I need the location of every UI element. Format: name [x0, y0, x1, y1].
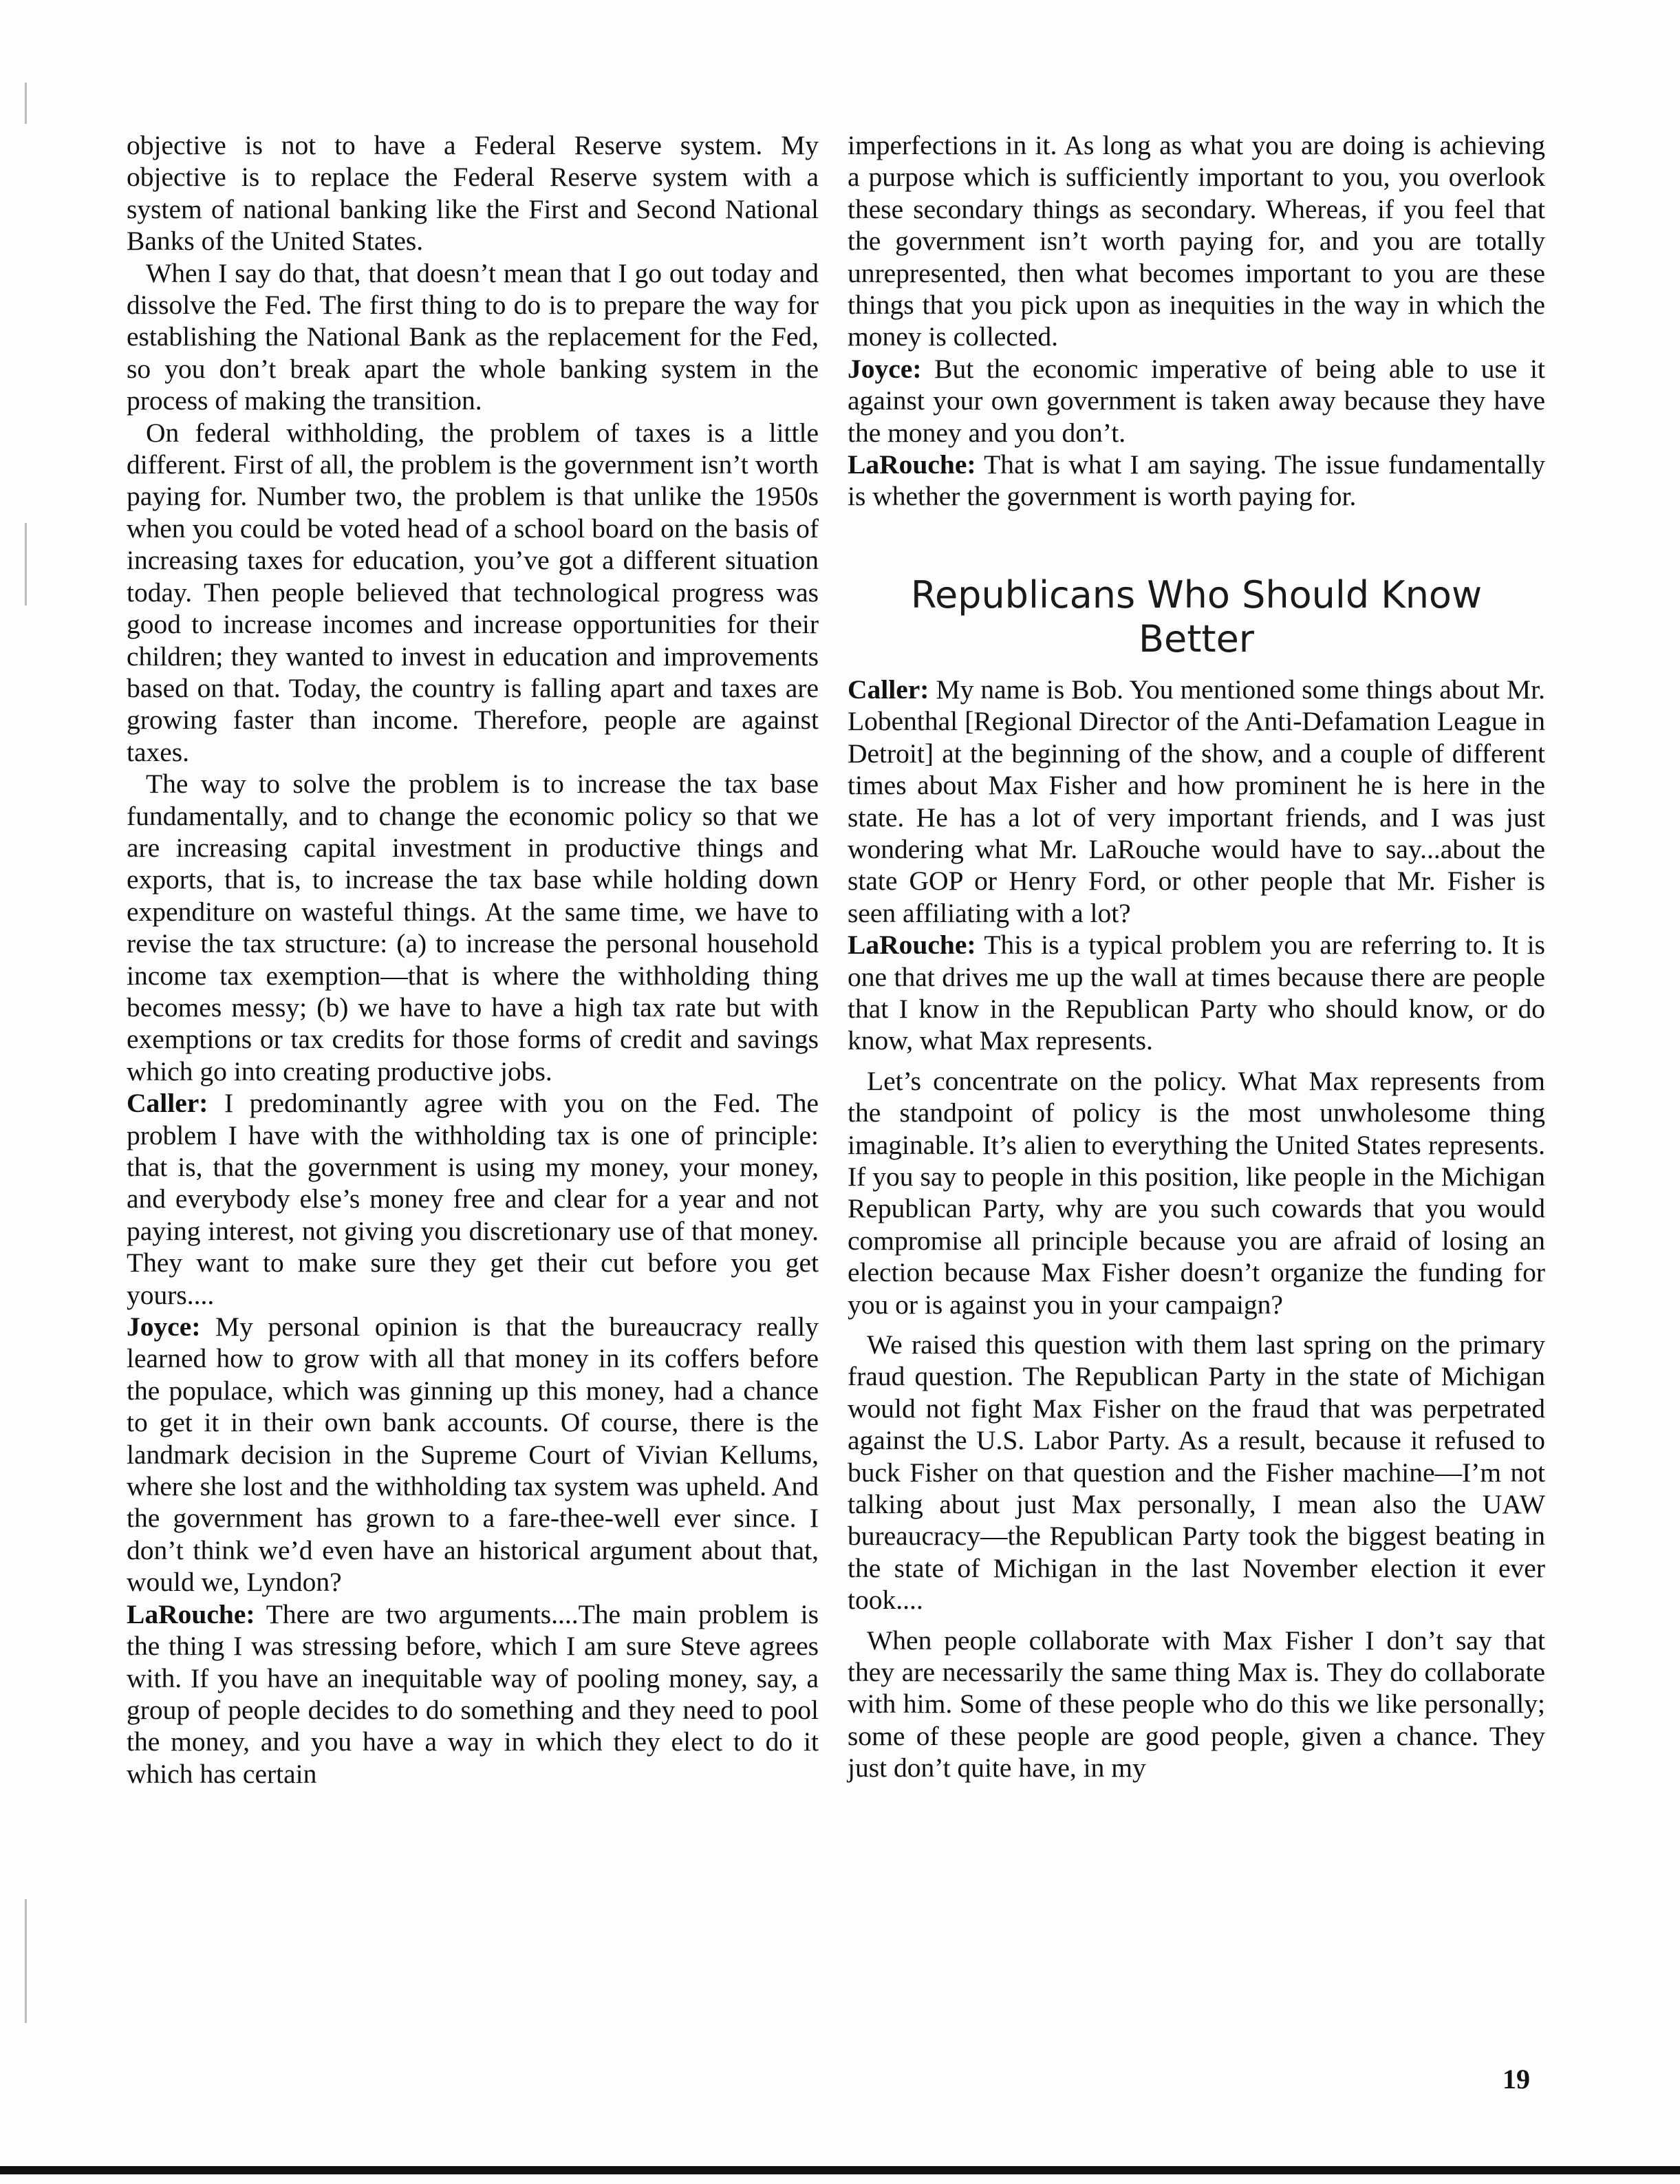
dialogue-text: There are two arguments....The main problem is the thing I was stressing before, which I am sure Steve agrees with. If you have an inequitable way of pooling money, say, a group of people decides to do something and they need to pool the money, and you have a way in which they elect to do it which has certain: [127, 1598, 819, 1789]
paragraph: When I say do that, that doesn’t mean that I go out today and dissolve the Fed. The first thing to do is to prepare the way for establishing the National Bank as the replacement for the Fed, so you don’t break apart the whole banking system in the process of making the transition.: [127, 257, 819, 416]
dialogue-paragraph: [127, 1311, 819, 1598]
dialogue-text: My name is Bob. You mentioned some things about Mr. Lobenthal [Regional Director of the Anti-Defamation League in Detroit] at the beginning of the show, and a couple of different times about Max Fisher and how prominent he is here in the state. He has a lot of very important friends, and I was just wondering what Mr. LaRouche would have to say...about the state GOP or Henry Ford, or other people that Mr. Fisher is seen affiliating with a lot?: [848, 674, 1545, 928]
speaker-label: Caller:: [848, 674, 929, 705]
bottom-rule: [0, 2166, 1680, 2174]
dialogue-paragraph: [848, 929, 1545, 1057]
scan-margin-mark: [25, 83, 27, 124]
dialogue-text: This is a typical problem you are referring to. It is one that drives me up the wall at times because there are people that I know in the Republican Party who should know, or do know, what Max represents.: [848, 930, 1545, 1056]
dialogue-text: But the economic imperative of being able to use it against your own government is taken away because they have the money and you don’t.: [848, 353, 1545, 448]
section-heading: Republicans Who Should Know Better: [910, 572, 1483, 661]
left-column: [127, 129, 819, 1790]
dialogue-paragraph: [848, 449, 1545, 513]
paragraph: imperfections in it. As long as what you are doing is achieving a purpose which is sufficiently important to you, you overlook these secondary things as secondary. Whereas, if you feel that the government isn’t worth paying for, and you are totally unrepresented, then what becomes important to you are these things that you pick upon as inequities in the way in which the money is collected.: [848, 130, 1545, 352]
dialogue-paragraph: [127, 1087, 819, 1311]
speaker-label: LaRouche:: [848, 930, 976, 961]
dialogue-paragraph: [848, 674, 1545, 929]
dialogue-text: I predominantly agree with you on the Fed. The problem I have with the withholding tax is one of principle: that is, that the government is using my money, your money, and everybody else’s money free and clear for a year and not paying interest, not giving you discretionary use of that money. They want to make sure they get their cut before you get yours....: [127, 1088, 819, 1310]
speaker-label: Joyce:: [848, 353, 922, 384]
paragraph: Let’s concentrate on the policy. What Max represents from the standpoint of policy is the most unwholesome thing imaginable. It’s alien to everything the United States represents. If you say to people in this position, like people in the Michigan Republican Party, why are you such cowards that you would compromise all principle because you are afraid of losing an election because Max Fisher doesn’t organize the funding for you or is against you in your campaign?: [848, 1065, 1545, 1320]
paragraph: objective is not to have a Federal Reserve system. My objective is to replace the Federal Reserve system with a system of national banking like the First and Second National Banks of the United States.: [127, 130, 819, 257]
dialogue-paragraph: [127, 1598, 819, 1790]
paragraph: We raised this question with them last spring on the primary fraud question. The Republican Party in the state of Michigan would not fight Max Fisher on the fraud that was perpetrated against the U.S. Labor Party. As a result, because it refused to buck Fisher on that question and the Fisher machine—I’m not talking about just Max personally, I mean also the UAW bureaucracy—the Republican Party took the biggest beating in the state of Michigan in the last November election it ever took....: [848, 1329, 1545, 1616]
page-number: 19: [1503, 2064, 1530, 2095]
speaker-label: Joyce:: [127, 1312, 201, 1342]
scan-margin-mark: [25, 1899, 27, 2023]
dialogue-text: That is what I am saying. The issue fundamentally is whether the government is worth paying for.: [848, 449, 1545, 512]
paragraph: On federal withholding, the problem of taxes is a little different. First of all, the problem is the government isn’t worth paying for. Number two, the problem is that unlike the 1950s when you could be voted head of a school board on the basis of increasing taxes for education, you’ve got a different situation today. Then people believed that technological progress was good to increase incomes and increase opportunities for their children; they wanted to invest in education and improvements based on that. Today, the country is falling apart and taxes are growing faster than income. Therefore, people are against taxes.: [127, 417, 819, 767]
dialogue-paragraph: [848, 353, 1545, 449]
speaker-label: LaRouche:: [127, 1598, 255, 1629]
right-column: [848, 129, 1545, 1784]
paragraph: When people collaborate with Max Fisher I don’t say that they are necessarily the same thing Max is. They do collaborate with him. Some of these people who do this we like personally; some of these people are good people, given a chance. They just don’t quite have, in my: [848, 1625, 1545, 1784]
paragraph: The way to solve the problem is to increase the tax base fundamentally, and to change the economic policy so that we are increasing capital investment in productive things and exports, that is, to increase the tax base while holding down expenditure on wasteful things. At the same time, we have to revise the tax structure: (a) to increase the personal household income tax exemption—that is where the withholding thing becomes messy; (b) we have to have a high tax rate but with exemptions or tax credits for those forms of credit and savings which go into creating productive jobs.: [127, 769, 819, 1086]
speaker-label: Caller:: [127, 1088, 208, 1119]
scan-margin-mark: [25, 523, 27, 606]
speaker-label: LaRouche:: [848, 449, 976, 480]
dialogue-text: My personal opinion is that the bureaucracy really learned how to grow with all that money in its coffers before the populace, which was ginning up this money, had a chance to get it in their own bank accounts. Of course, there is the landmark decision in the Supreme Court of Vivian Kellums, where she lost and the withholding tax system was upheld. And the government has grown to a fare-thee-well ever since. I don’t think we’d even have an historical argument about that, would we, Lyndon?: [127, 1312, 819, 1598]
